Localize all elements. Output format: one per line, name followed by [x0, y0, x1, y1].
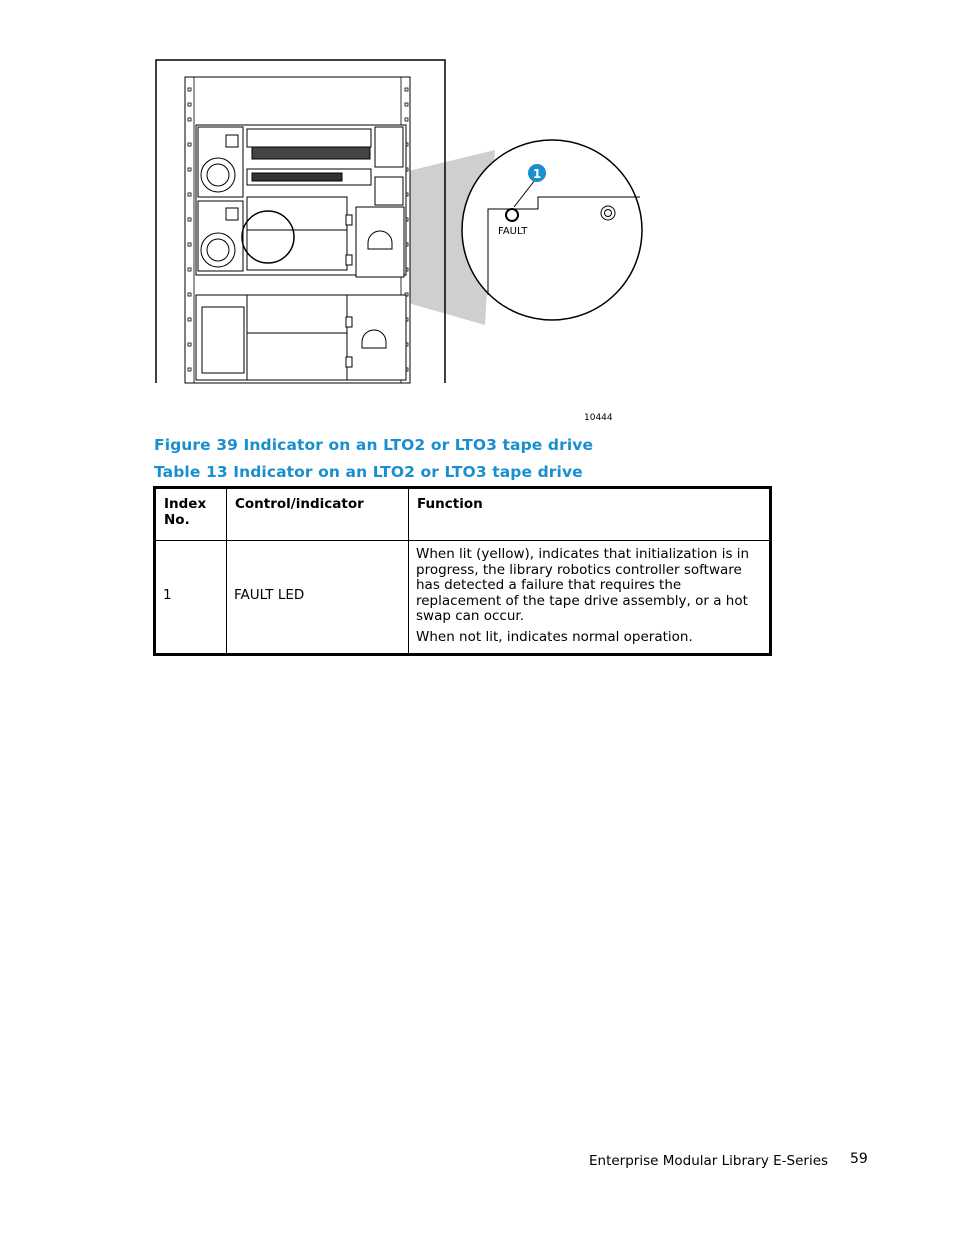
table-row [155, 541, 771, 655]
table-caption: Table 13 Indicator on an LTO2 or LTO3 tape drive [154, 463, 583, 481]
tape-drive-figure [150, 55, 660, 390]
tape-drive [247, 197, 404, 277]
cell-index: 1 [155, 541, 227, 655]
lower-module [196, 295, 406, 380]
zoom-circle [462, 140, 642, 320]
cell-control: FAULT LED [227, 541, 409, 655]
function-paragraph-1: When lit (yellow), indicates that initialization is in progress, the library robotics controller software has detected a failure that requires the replacement of the tape drive assembly, or a hot swap can occur. [416, 546, 750, 624]
page-number: 59 [850, 1151, 868, 1167]
callout-number: 1 [532, 167, 542, 181]
footer-document-title: Enterprise Modular Library E-Series [589, 1153, 829, 1169]
function-paragraph-2: When not lit, indicates normal operation. [416, 628, 693, 645]
cell-function [409, 541, 771, 655]
header-index: Index No. [155, 488, 227, 541]
figure-caption: Figure 39 Indicator on an LTO2 or LTO3 tape drive [154, 436, 594, 454]
figure-id-number: 10444 [584, 413, 613, 423]
header-function: Function [409, 488, 771, 541]
header-control: Control/indicator [227, 488, 409, 541]
table-header-row [155, 488, 771, 541]
fault-label: FAULT [498, 226, 528, 237]
indicator-table [153, 486, 772, 656]
fault-led-icon [506, 209, 518, 221]
